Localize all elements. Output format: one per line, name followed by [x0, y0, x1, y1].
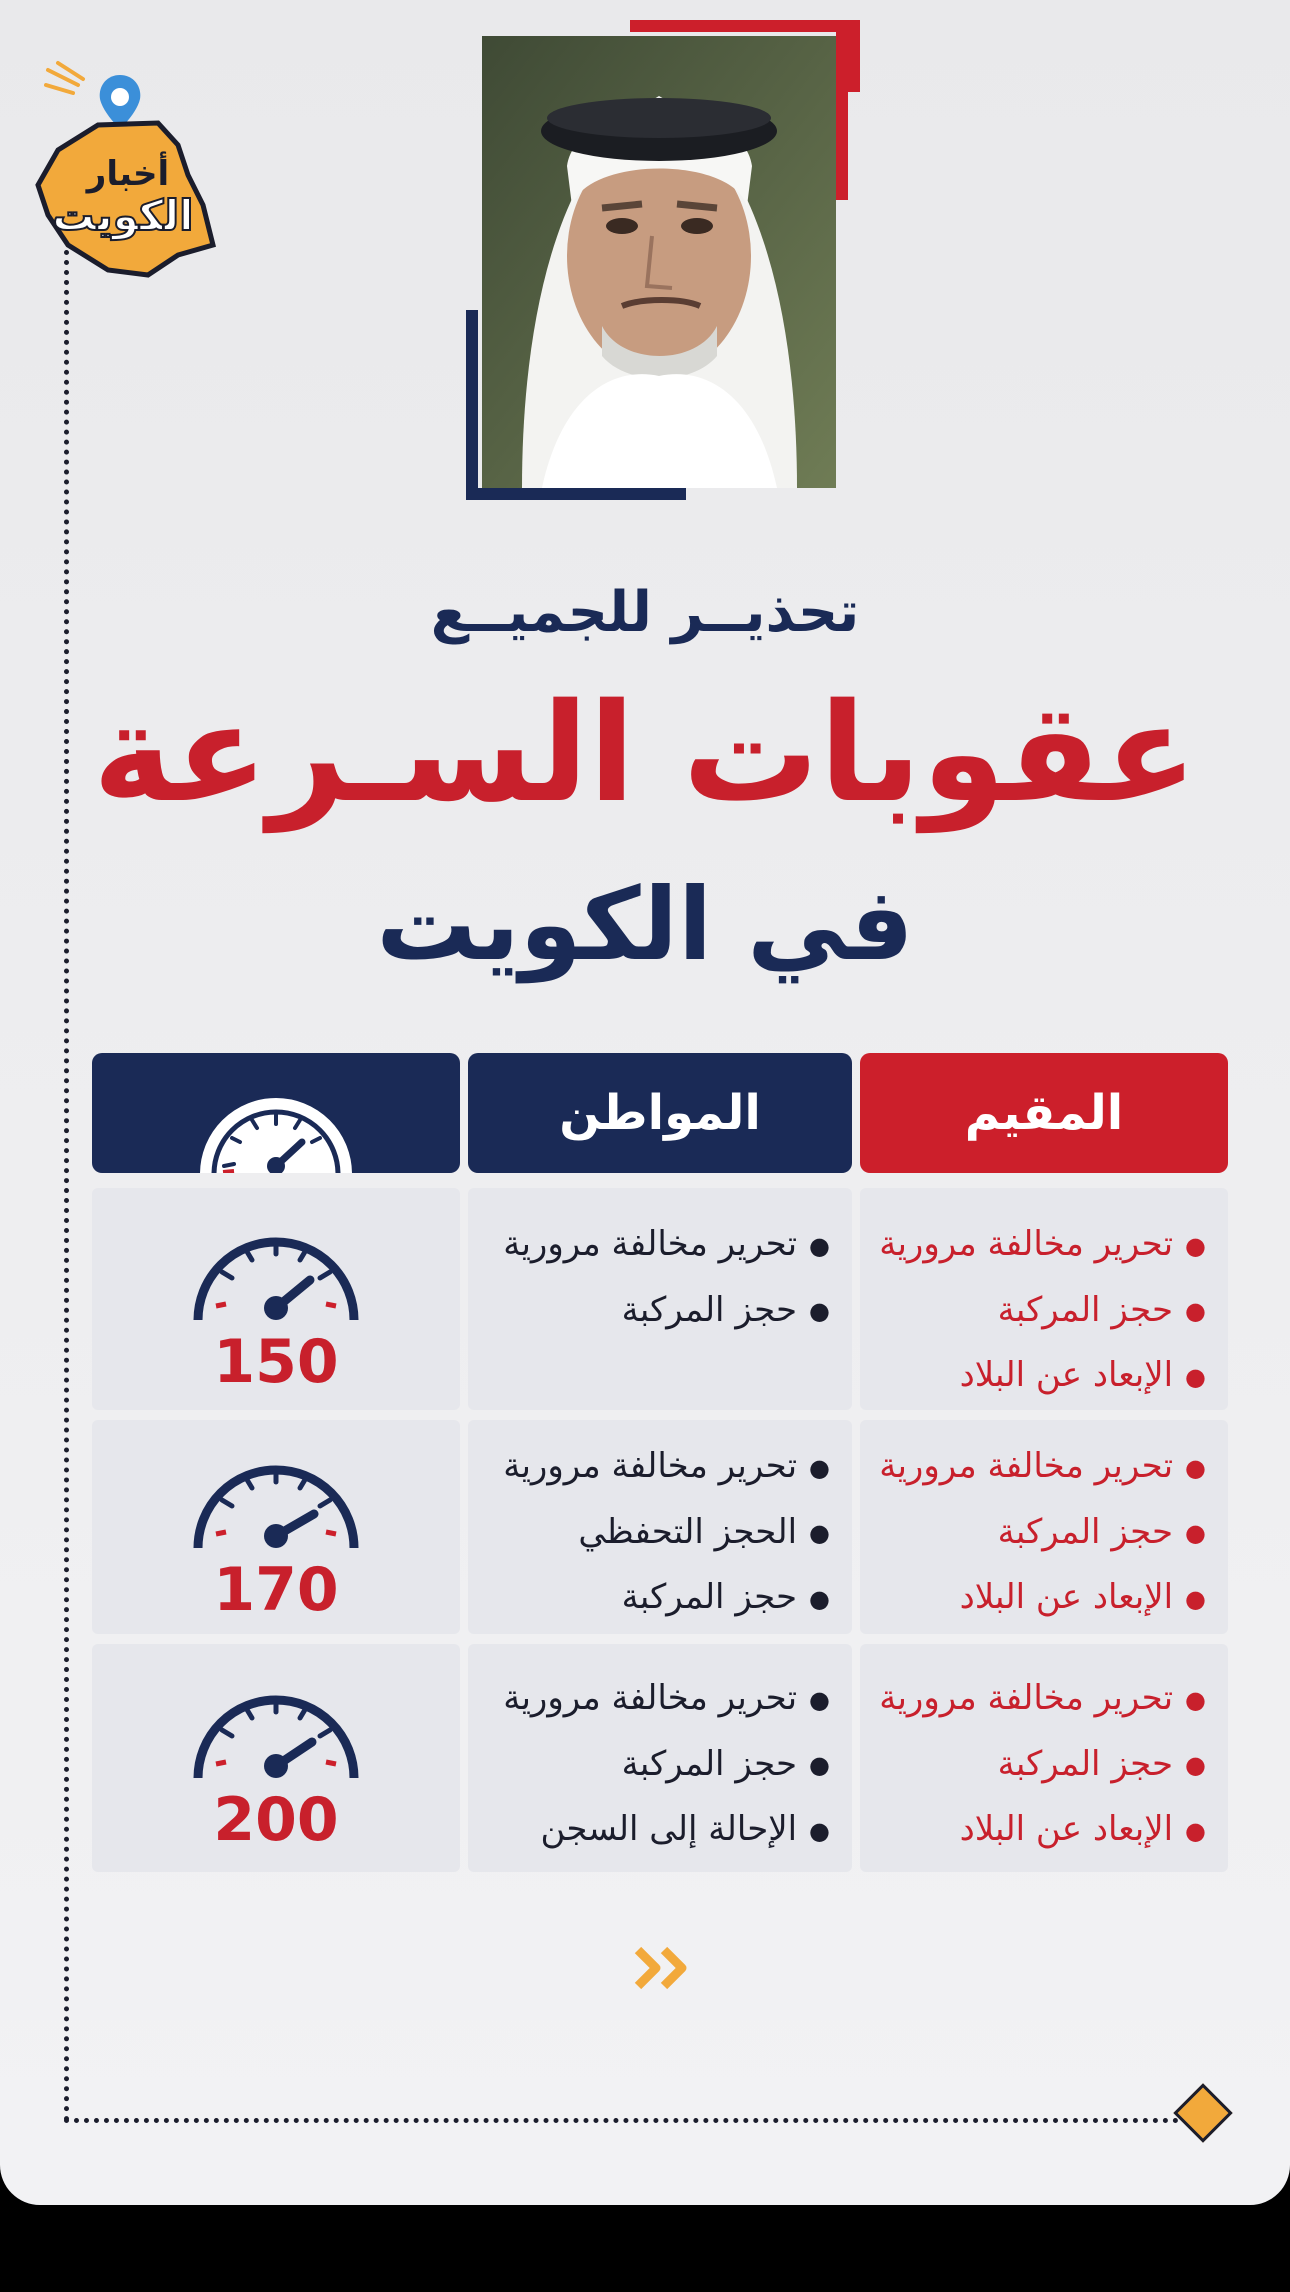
warning-kicker: تحذيــر للجميــع: [430, 580, 860, 645]
speedometer-icon: [186, 1668, 366, 1788]
logo-text-bottom: الكويت: [52, 191, 194, 240]
list-item: ●حجز المركبة: [997, 1743, 1206, 1784]
page-subtitle: في الكويت: [376, 866, 914, 983]
speedometer-icon: [186, 1210, 366, 1330]
row-170-resident: [860, 1420, 1228, 1634]
list-item: ●حجز المركبة: [997, 1289, 1206, 1330]
speed-limit-value: 170: [213, 1555, 339, 1625]
list-item: ●الإبعاد عن البلاد: [959, 1809, 1206, 1849]
list-item: ●حجز المركبة: [621, 1289, 830, 1330]
list-item: ●حجز المركبة: [621, 1743, 830, 1784]
speed-limit-value: 150: [213, 1327, 339, 1397]
header-resident-label: المقيم: [964, 1085, 1124, 1141]
news-logo: [28, 55, 218, 285]
double-chevron-icon: [634, 1946, 698, 1990]
photo-frame-blue-side: [466, 310, 478, 500]
row-200-resident: [860, 1644, 1228, 1872]
photo-frame-blue-bottom: [466, 488, 686, 500]
list-item: ●الحجز التحفظي: [578, 1511, 830, 1552]
list-item: ●الإبعاد عن البلاد: [959, 1577, 1206, 1617]
row-200-citizen: [468, 1644, 852, 1872]
speedometer-icon: [186, 1438, 366, 1558]
row-170-speed: [92, 1420, 460, 1634]
list-item: ●تحرير مخالفة مرورية: [503, 1678, 830, 1718]
list-item: ●الإبعاد عن البلاد: [959, 1355, 1206, 1395]
row-150-resident: [860, 1188, 1228, 1410]
header-citizen: [468, 1053, 852, 1173]
list-item: ●الإحالة إلى السجن: [540, 1809, 830, 1849]
speedometer-icon: [194, 1078, 358, 1173]
row-150-speed: [92, 1188, 460, 1410]
row-150-citizen: [468, 1188, 852, 1410]
row-170-citizen: [468, 1420, 852, 1634]
portrait-photo: [482, 36, 836, 488]
list-item: ●تحرير مخالفة مرورية: [879, 1678, 1206, 1718]
row-200-speed: [92, 1644, 460, 1872]
header-speed: [92, 1053, 460, 1173]
list-item: ●حجز المركبة: [621, 1577, 830, 1617]
page-title: عقوبات السـرعة: [92, 675, 1198, 833]
list-item: ●تحرير مخالفة مرورية: [503, 1446, 830, 1486]
list-item: ●تحرير مخالفة مرورية: [879, 1224, 1206, 1264]
speed-limit-value: 200: [213, 1785, 339, 1855]
logo-text-top: أخبار: [86, 154, 170, 194]
list-item: ●تحرير مخالفة مرورية: [503, 1224, 830, 1264]
list-item: ●حجز المركبة: [997, 1511, 1206, 1552]
list-item: ●تحرير مخالفة مرورية: [879, 1446, 1206, 1486]
header-resident: [860, 1053, 1228, 1173]
header-citizen-label: المواطن: [559, 1085, 761, 1141]
photo-frame-red-side: [836, 20, 848, 200]
